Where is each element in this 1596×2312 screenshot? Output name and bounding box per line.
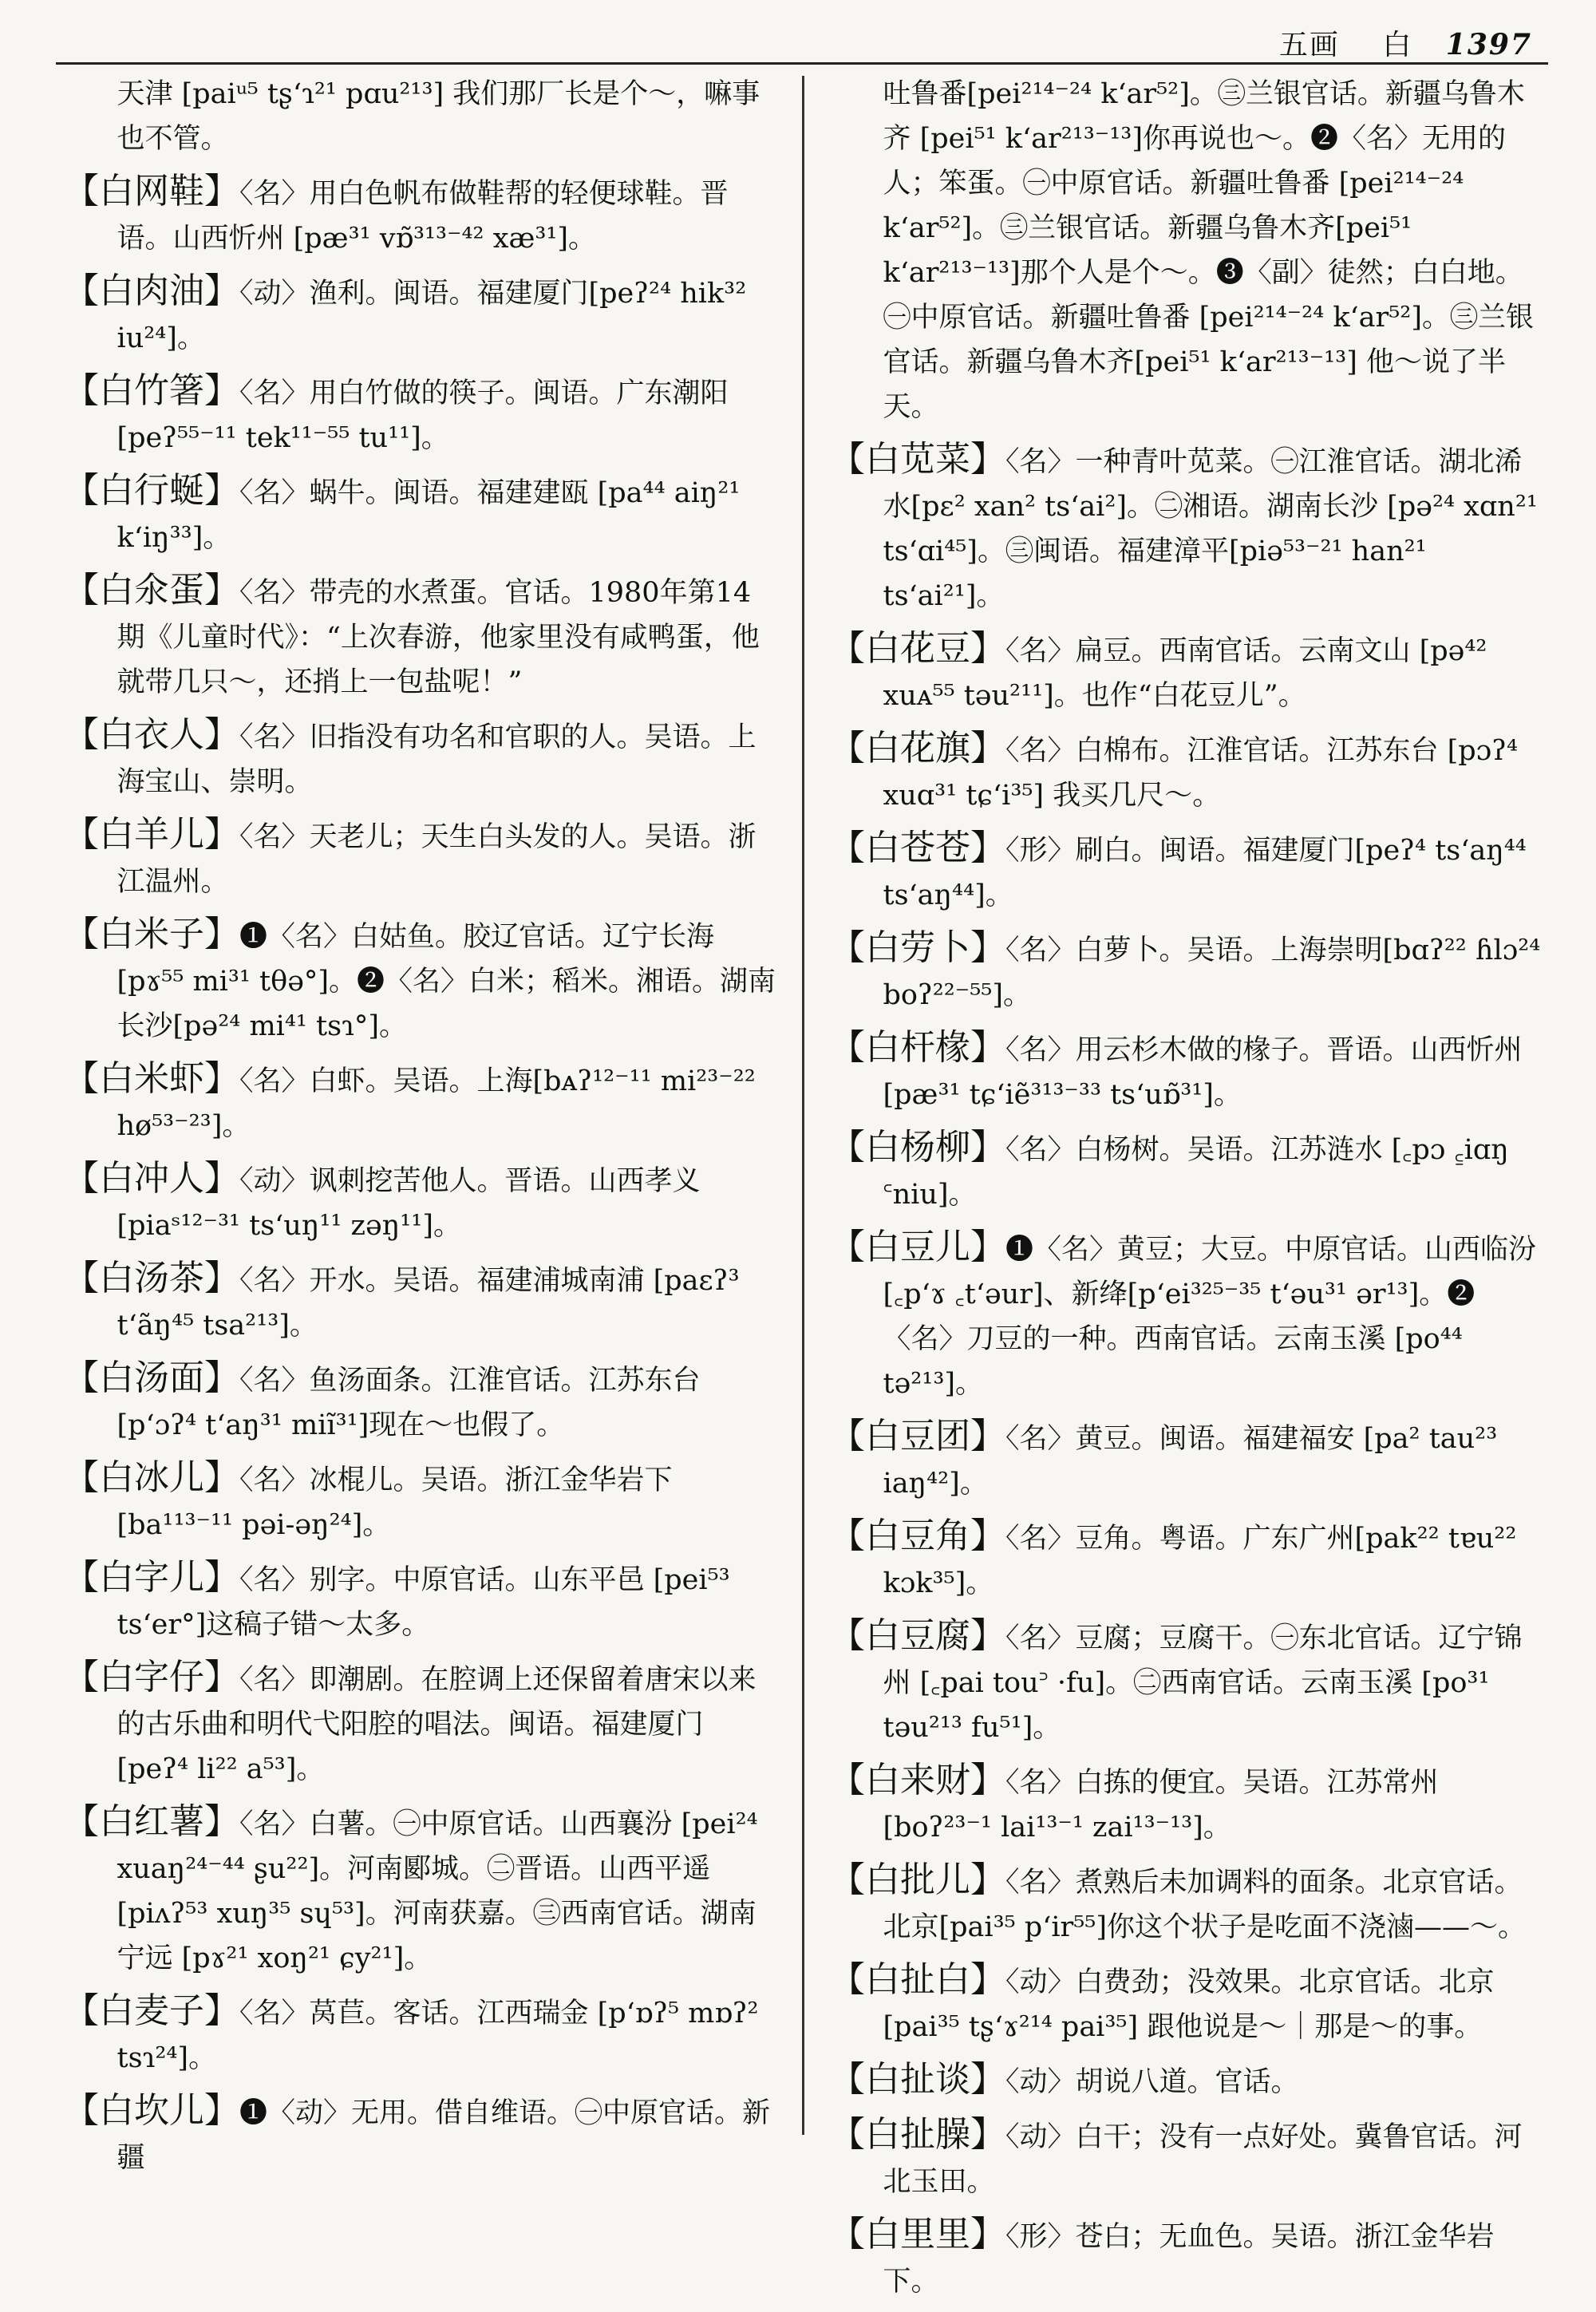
dictionary-entry bbox=[64, 269, 778, 361]
entry-headword: 【白字儿】 bbox=[64, 1557, 239, 1598]
entry-definition: 〈名〉白虾。吴语。上海[bᴀʔ¹²⁻¹¹ mi²³⁻²² hø⁵³⁻²³]。 bbox=[117, 1065, 756, 1142]
entry-headword: 【白花豆】 bbox=[830, 628, 1005, 669]
dictionary-entry bbox=[64, 1456, 778, 1547]
dictionary-entry bbox=[64, 912, 778, 1049]
dictionary-entry bbox=[830, 1758, 1544, 1850]
entry-definition: 〈名〉冰棍儿。吴语。浙江金华岩下[ba¹¹³⁻¹¹ pəi-əŋ²⁴]。 bbox=[117, 1464, 673, 1541]
entry-definition: 〈名〉用白竹做的筷子。闽语。广东潮阳[peʔ⁵⁵⁻¹¹ tek¹¹⁻⁵⁵ tu¹¹]。 bbox=[117, 377, 729, 454]
entry-headword: 【白花旗】 bbox=[830, 728, 1005, 769]
entry-definition: ❶〈动〉无用。借自维语。㊀中原官话。新疆 bbox=[117, 2097, 771, 2174]
entry-definition: 〈名〉带壳的水煮蛋。官话。1980年第14期《儿童时代》：“上次春游，他家里没有咸鸭蛋，他就带几只～，还捎上一包盐呢！” bbox=[117, 577, 760, 698]
entry-headword: 【白氽蛋】 bbox=[64, 570, 239, 611]
entry-definition: 〈名〉别字。中原官话。山东平邑 [pei⁵³ tsʻer°]这稿子错～太多。 bbox=[117, 1564, 730, 1641]
header-rule bbox=[56, 62, 1548, 65]
entry-definition: 〈名〉莴苣。客话。江西瑞金 [pʻɒʔ⁵ mɒʔ² tsɿ²⁴]。 bbox=[117, 1998, 759, 2074]
entry-definition: 〈名〉豆角。粤语。广东广州[pak²² tɐu²² kɔk³⁵]。 bbox=[883, 1523, 1517, 1599]
entry-headword: 【白行蜒】 bbox=[64, 470, 239, 511]
entry-headword: 【白网鞋】 bbox=[64, 171, 239, 211]
entry-definition: 〈名〉扁豆。西南官话。云南文山 [pə⁴² xuᴀ⁵⁵ təu²¹¹]。也作“白花豆儿”。 bbox=[883, 635, 1487, 712]
entry-headword: 【白杨柳】 bbox=[830, 1127, 1005, 1168]
entry-definition: 〈名〉即潮剧。在腔调上还保留着唐宋以来的古乐曲和明代弋阳腔的唱法。闽语。福建厦门 [peʔ⁴ li²² a⁵³]。 bbox=[117, 1664, 757, 1785]
dictionary-entry bbox=[64, 1256, 778, 1348]
entry-definition: 〈形〉刷白。闽语。福建厦门[peʔ⁴ tsʻaŋ⁴⁴ tsʻaŋ⁴⁴]。 bbox=[883, 835, 1527, 911]
entry-headword: 【白豆腐】 bbox=[830, 1615, 1005, 1656]
dictionary-entry bbox=[830, 926, 1544, 1018]
dictionary-entry bbox=[830, 726, 1544, 818]
dictionary-entry bbox=[830, 1958, 1544, 2049]
dictionary-entry bbox=[64, 1156, 778, 1248]
column-divider bbox=[802, 76, 804, 2135]
entry-headword: 【白字仔】 bbox=[64, 1657, 239, 1697]
entry-headword: 【白羊儿】 bbox=[64, 814, 239, 855]
header-section: 五画 bbox=[1278, 29, 1340, 61]
left-column bbox=[64, 72, 778, 2188]
entry-definition: 〈动〉白费劲；没效果。北京官话。北京[pai³⁵ tʂʻɤ²¹⁴ pai³⁵] 跟他说是～｜那是～的事。 bbox=[883, 1966, 1495, 2043]
entry-headword: 【白冰儿】 bbox=[64, 1457, 239, 1498]
entry-definition: ❶〈名〉黄豆；大豆。中原官话。山西临汾 [꜀pʻɤ ꜀tʻəur]、新绛[pʻei³²⁵⁻³⁵ tʻəu³¹ ər¹³]。❷〈名〉刀豆的一种。西南官话。云南玉溪 [po⁴⁴ tə²¹³]。 bbox=[883, 1234, 1537, 1400]
dictionary-entry bbox=[64, 2089, 778, 2180]
dictionary-entry bbox=[830, 626, 1544, 718]
dictionary-entry bbox=[830, 1614, 1544, 1750]
entry-headword: 【白劳卜】 bbox=[830, 927, 1005, 968]
entry-definition: 〈名〉开水。吴语。福建浦城南浦 [paɛʔ³ tʻãŋ⁴⁵ tsa²¹³]。 bbox=[117, 1265, 740, 1342]
entry-headword: 【白批儿】 bbox=[830, 1859, 1005, 1900]
entry-headword: 【白米子】 bbox=[64, 914, 239, 954]
dictionary-entry bbox=[830, 2112, 1544, 2204]
entry-definition: 〈名〉白萝卜。吴语。上海崇明[bɑʔ²² ɦlɔ²⁴ boʔ²²⁻⁵⁵]。 bbox=[883, 935, 1541, 1011]
entry-headword: 【白苋菜】 bbox=[830, 439, 1005, 480]
entry-definition: 〈名〉白杨树。吴语。江苏涟水 [꜀pɔ ꜁iɑŋ ꜂niu]。 bbox=[883, 1134, 1509, 1211]
header-char: 白 bbox=[1382, 29, 1413, 61]
entry-headword: 【白汤面】 bbox=[64, 1358, 239, 1398]
dictionary-entry bbox=[830, 1125, 1544, 1217]
entry-definition: 〈名〉白薯。㊀中原官话。山西襄汾 [pei²⁴ xuaŋ²⁴⁻⁴⁴ ʂu²²]。河南郾城。㊁晋语。山西平遥[piʌʔ⁵³ xuŋ³⁵ sɥ⁵³]。河南获嘉。㊂西南官话。湖南宁远 [pɤ²¹ xoŋ²¹ ɕy²¹]。 bbox=[117, 1808, 758, 1974]
entry-headword: 【白杆椽】 bbox=[830, 1027, 1005, 1068]
dictionary-entry bbox=[64, 568, 778, 705]
entry-definition: 〈名〉白棉布。江淮官话。江苏东台 [pɔʔ⁴ xuɑ³¹ tɕʻi³⁵] 我买几尺～。 bbox=[883, 735, 1519, 812]
entry-definition: ❶〈名〉白姑鱼。胶辽官话。辽宁长海 [pɤ⁵⁵ mi³¹ tθə°]。❷〈名〉白米；稻米。湘语。湖南长沙[pə²⁴ mi⁴¹ tsɿ°]。 bbox=[117, 921, 776, 1042]
entry-definition: 天津 [paiᵘ⁵ tʂʻɿ²¹ pɑu²¹³] 我们那厂长是个～，嘛事也不管。 bbox=[117, 78, 760, 155]
entry-definition: 〈动〉渔利。闽语。福建厦门[peʔ²⁴ hik³² iu²⁴]。 bbox=[117, 278, 747, 354]
dictionary-entry bbox=[830, 1026, 1544, 1117]
entry-continuation bbox=[830, 72, 1544, 429]
entry-headword: 【白扯臊】 bbox=[830, 2114, 1005, 2155]
entry-headword: 【白来财】 bbox=[830, 1760, 1005, 1800]
dictionary-entry bbox=[64, 812, 778, 904]
entry-definition: 〈名〉黄豆。闽语。福建福安 [pa² tau²³ iaŋ⁴²]。 bbox=[883, 1423, 1498, 1500]
right-column bbox=[830, 72, 1544, 2312]
entry-headword: 【白麦子】 bbox=[64, 1990, 239, 2031]
dictionary-entry bbox=[64, 468, 778, 560]
entry-definition: 〈动〉胡说八道。官话。 bbox=[1005, 2066, 1299, 2098]
entry-headword: 【白汤茶】 bbox=[64, 1258, 239, 1298]
entry-headword: 【白苍苍】 bbox=[830, 828, 1005, 868]
dictionary-entry bbox=[830, 2212, 1544, 2304]
entry-definition: 〈名〉天老儿；天生白头发的人。吴语。浙江温州。 bbox=[117, 821, 757, 898]
dictionary-entry bbox=[830, 437, 1544, 619]
entry-headword: 【白扯谈】 bbox=[830, 2059, 1005, 2100]
entry-definition: 〈名〉鱼汤面条。江淮官话。江苏东台[pʻɔʔ⁴ tʻaŋ³¹ miĩ³¹]现在～也假了。 bbox=[117, 1365, 701, 1441]
page-number: 1397 bbox=[1445, 28, 1532, 61]
entry-headword: 【白米虾】 bbox=[64, 1058, 239, 1099]
entry-headword: 【白竹箸】 bbox=[64, 370, 239, 411]
entry-headword: 【白扯白】 bbox=[830, 1959, 1005, 2000]
dictionary-entry bbox=[64, 713, 778, 804]
page-header bbox=[1279, 22, 1532, 63]
dictionary-entry bbox=[830, 826, 1544, 918]
entry-headword: 【白豆角】 bbox=[830, 1516, 1005, 1556]
dictionary-entry bbox=[830, 1514, 1544, 1606]
dictionary-entry bbox=[64, 1989, 778, 2081]
entry-definition: 〈名〉一种青叶苋菜。㊀江淮官话。湖北浠水[pɛ² xan² tsʻai²]。㊁湘语。湖南长沙 [pə²⁴ xɑn²¹ tsʻɑi⁴⁵]。㊂闽语。福建漳平[piə⁵³⁻²¹ han²¹ tsʻai²¹]。 bbox=[883, 446, 1538, 612]
dictionary-entry bbox=[64, 1655, 778, 1792]
entry-headword: 【白坎儿】 bbox=[64, 2090, 239, 2131]
entry-definition: 吐鲁番[pei²¹⁴⁻²⁴ kʻar⁵²]。㊂兰银官话。新疆乌鲁木齐 [pei⁵¹ kʻar²¹³⁻¹³]你再说也～。❷〈名〉无用的人；笨蛋。㊀中原官话。新疆吐鲁番 [pei²¹⁴⁻²⁴ kʻar⁵²]。㊂兰银官话。新疆乌鲁木齐[pei⁵¹ kʻar²¹³⁻¹³]那个人是个～。❸〈副〉徒然；白白地。㊀中原官话。新疆吐鲁番 [pei²¹⁴⁻²⁴ kʻar⁵²]。㊂兰银官话。新疆乌鲁木齐[pei⁵¹ kʻar²¹³⁻¹³] 他～说了半天。 bbox=[883, 78, 1534, 423]
entry-headword: 【白肉油】 bbox=[64, 271, 239, 311]
entry-continuation bbox=[64, 72, 778, 161]
entry-headword: 【白衣人】 bbox=[64, 714, 239, 755]
entry-definition: 〈名〉蜗牛。闽语。福建建瓯 [pa⁴⁴ aiŋ²¹ kʻiŋ³³]。 bbox=[117, 477, 741, 554]
dictionary-entry bbox=[830, 1225, 1544, 1406]
dictionary-entry bbox=[64, 1057, 778, 1148]
dictionary-entry bbox=[64, 1800, 778, 1981]
entry-definition: 〈形〉苍白；无血色。吴语。浙江金华岩下。 bbox=[883, 2221, 1495, 2298]
entry-definition: 〈动〉讽刺挖苦他人。晋语。山西孝义[piaˢ¹²⁻³¹ tsʻuŋ¹¹ zəŋ¹¹]。 bbox=[117, 1165, 701, 1242]
entry-definition: 〈名〉旧指没有功名和官职的人。吴语。上海宝山、崇明。 bbox=[117, 721, 757, 798]
entry-headword: 【白里里】 bbox=[830, 2214, 1005, 2255]
entry-headword: 【白豆团】 bbox=[830, 1416, 1005, 1456]
dictionary-entry bbox=[830, 1414, 1544, 1506]
dictionary-entry bbox=[64, 1356, 778, 1448]
dictionary-entry bbox=[64, 369, 778, 460]
entry-definition: 〈名〉白拣的便宜。吴语。江苏常州 [boʔ²³⁻¹ lai¹³⁻¹ zai¹³⁻¹³]。 bbox=[883, 1767, 1439, 1844]
entry-headword: 【白冲人】 bbox=[64, 1158, 239, 1199]
dictionary-entry bbox=[830, 1858, 1544, 1950]
entry-headword: 【白豆儿】 bbox=[830, 1227, 1005, 1267]
dictionary-entry bbox=[64, 169, 778, 261]
entry-headword: 【白红薯】 bbox=[64, 1801, 239, 1842]
dictionary-entry bbox=[830, 2057, 1544, 2105]
dictionary-entry bbox=[64, 1555, 778, 1647]
entry-definition: 〈名〉煮熟后未加调料的面条。北京官话。北京[pai³⁵ pʻir⁵⁵]你这个状子是吃面不浇滷——～。 bbox=[883, 1867, 1526, 1943]
entry-definition: 〈动〉白干；没有一点好处。冀鲁官话。河北玉田。 bbox=[883, 2121, 1523, 2198]
entry-definition: 〈名〉豆腐；豆腐干。㊀东北官话。辽宁锦州 [꜀pai tou꜄ ·fu]。㊁西南官话。云南玉溪 [po³¹ təu²¹³ fu⁵¹]。 bbox=[883, 1622, 1523, 1744]
entry-definition: 〈名〉用云杉木做的椽子。晋语。山西忻州 [pæ³¹ tɕʻiẽ³¹³⁻³³ tsʻuɒ̃³¹]。 bbox=[883, 1034, 1523, 1111]
entry-definition: 〈名〉用白色帆布做鞋帮的轻便球鞋。晋语。山西忻州 [pæ³¹ vɒ̃³¹³⁻⁴² xæ³¹]。 bbox=[117, 178, 729, 255]
